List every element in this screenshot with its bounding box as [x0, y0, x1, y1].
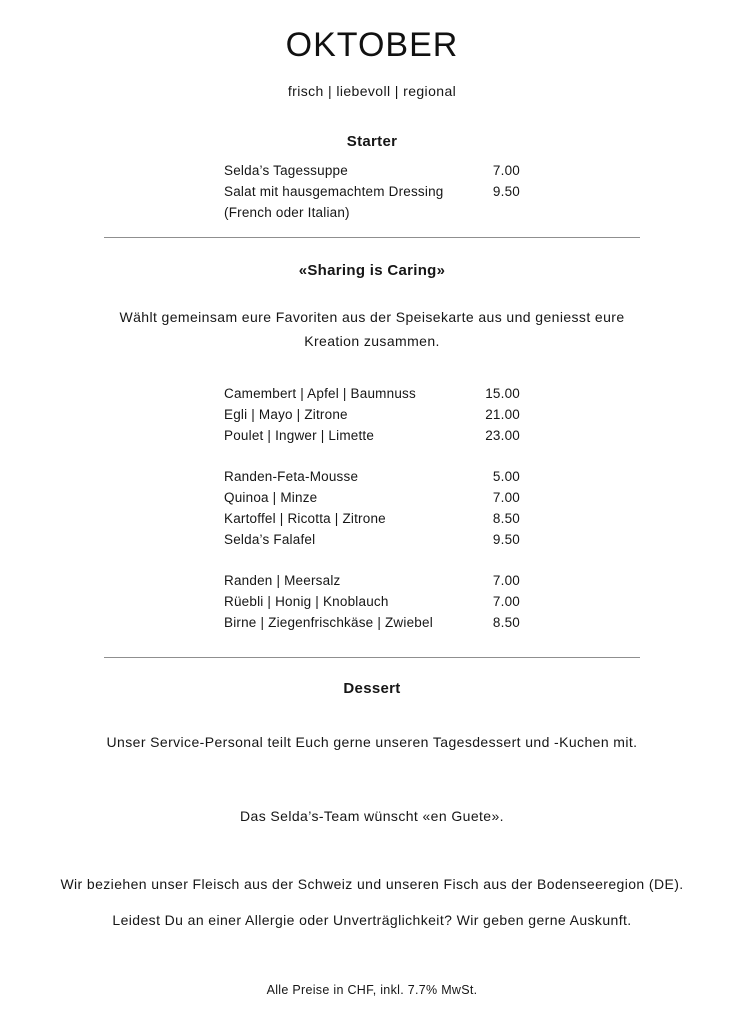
sharing-heading: «Sharing is Caring»	[298, 262, 446, 279]
menu-item	[224, 160, 520, 181]
item-price: 21.00	[485, 407, 520, 422]
section-divider	[104, 657, 640, 658]
item-price: 8.50	[492, 511, 520, 526]
menu-item	[224, 487, 520, 508]
allergy-text: Leidest Du an einer Allergie oder Unverträglichkeit? Wir geben gerne Auskunft.	[112, 912, 632, 928]
item-price: 7.00	[492, 594, 520, 609]
menu-item	[224, 612, 520, 633]
starter-heading: Starter	[346, 133, 398, 150]
item-name: Poulet | Ingwer | Limette	[224, 428, 375, 443]
item-name: Selda’s Falafel	[224, 532, 316, 547]
menu-item	[224, 570, 520, 591]
item-name: Selda’s Tagessuppe	[224, 163, 348, 178]
vat-note: Alle Preise in CHF, inkl. 7.7% MwSt.	[266, 983, 478, 997]
sharing-group	[224, 570, 520, 633]
item-name: Egli | Mayo | Zitrone	[224, 407, 348, 422]
menu-item	[224, 508, 520, 529]
item-price: 8.50	[492, 615, 520, 630]
section-divider	[104, 237, 640, 238]
item-price: 7.00	[492, 573, 520, 588]
sharing-intro: Wählt gemeinsam eure Favoriten aus der Speisekarte aus und geniesst eure Kreation zusammen.	[119, 309, 625, 349]
greeting-text: Das Selda’s-Team wünscht «en Guete».	[240, 808, 504, 824]
item-name: Rüebli | Honig | Knoblauch	[224, 594, 389, 609]
item-name-line: Salat mit hausgemachtem Dressing	[224, 184, 444, 199]
item-price: 7.00	[492, 490, 520, 505]
dessert-text: Unser Service-Personal teilt Euch gerne unseren Tagesdessert und -Kuchen mit.	[106, 734, 638, 750]
page-subtitle: frisch | liebevoll | regional	[287, 83, 457, 99]
dessert-heading: Dessert	[343, 680, 401, 697]
menu-item	[224, 466, 520, 487]
item-price: 7.00	[492, 163, 520, 178]
item-name: Quinoa | Minze	[224, 490, 318, 505]
item-price: 23.00	[485, 428, 520, 443]
starter-items	[224, 160, 520, 223]
sharing-group	[224, 383, 520, 446]
section-starter	[0, 133, 744, 223]
menu-item	[224, 591, 520, 612]
item-name: Camembert | Apfel | Baumnuss	[224, 386, 416, 401]
item-note: (French oder Italian)	[224, 205, 350, 220]
item-name: Kartoffel | Ricotta | Zitrone	[224, 511, 386, 526]
section-dessert	[0, 680, 744, 753]
sourcing-text: Wir beziehen unser Fleisch aus der Schweiz und unseren Fisch aus der Bodenseeregion (DE).	[60, 876, 684, 892]
page-title: OKTOBER	[285, 26, 459, 64]
item-price: 5.00	[492, 469, 520, 484]
menu-item	[224, 181, 520, 223]
menu-item	[224, 383, 520, 404]
menu-item	[224, 529, 520, 550]
sharing-group	[224, 466, 520, 550]
footer	[0, 805, 744, 997]
item-name: Randen | Meersalz	[224, 573, 341, 588]
item-price: 15.00	[485, 386, 520, 401]
item-name	[224, 181, 444, 223]
menu-item	[224, 425, 520, 446]
item-name: Birne | Ziegenfrischkäse | Zwiebel	[224, 615, 433, 630]
section-sharing	[0, 262, 744, 633]
item-name: Randen-Feta-Mousse	[224, 469, 359, 484]
item-price: 9.50	[492, 532, 520, 547]
menu-item	[224, 404, 520, 425]
item-price: 9.50	[492, 184, 520, 199]
